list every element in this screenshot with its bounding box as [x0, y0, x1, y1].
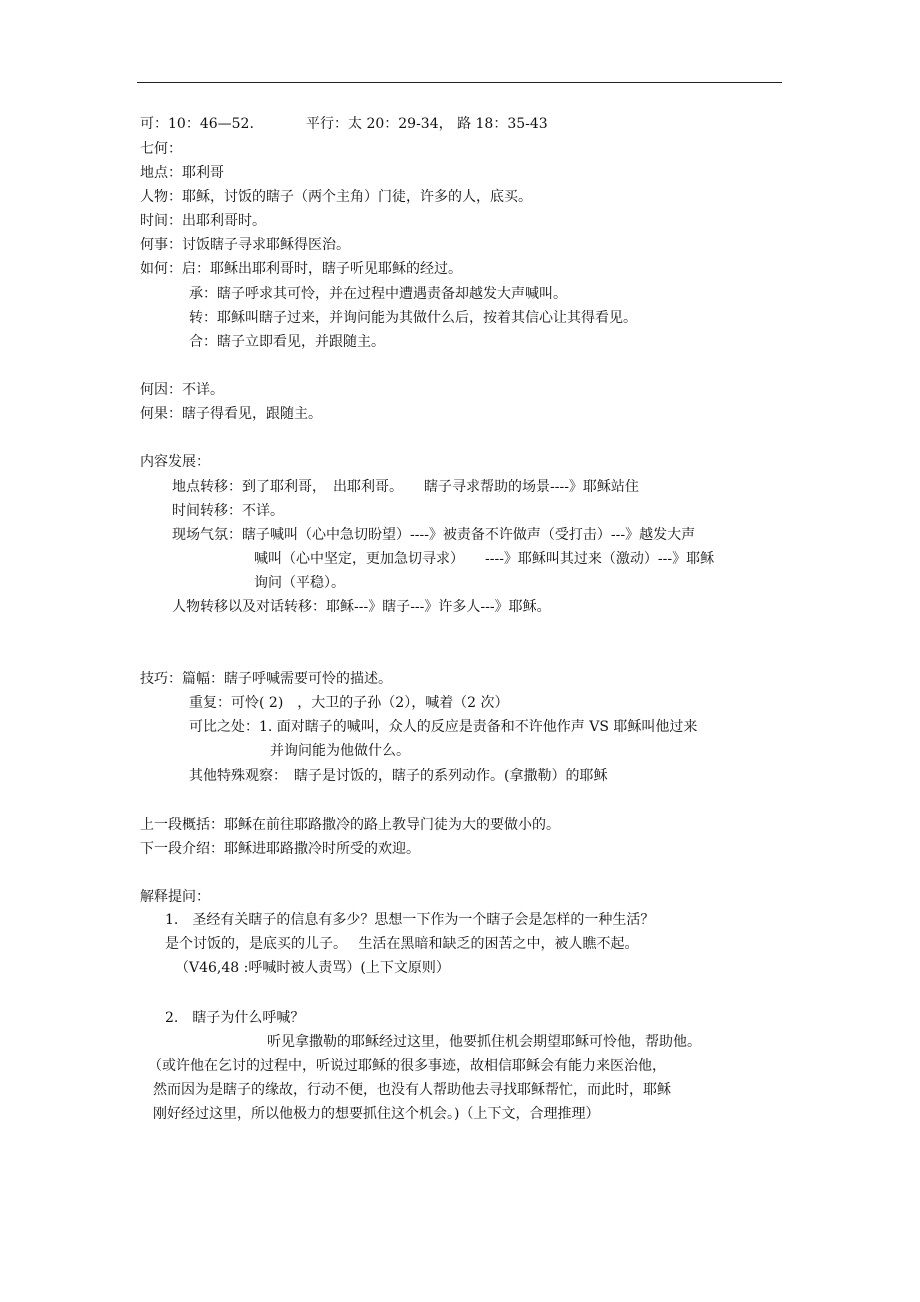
event-line: 何事：讨饭瞎子寻求耶稣得医治。 — [140, 237, 350, 253]
technique-length: 技巧：篇幅：瞎子呼喊需要可怜的描述。 — [140, 671, 392, 687]
questions-heading: 解释提问： — [140, 889, 210, 905]
atmosphere-line-2: 喊叫（心中坚定，更加急切寻求） ----》耶稣叫其过来（激动）---》耶稣 — [254, 551, 715, 567]
answer-2-line-3: 然而因为是瞎子的缘故，行动不便，也没有人帮助他去寻找耶稣帮忙，而此时，耶稣 — [153, 1082, 671, 1098]
previous-summary: 上一段概括：耶稣在前往耶路撒冷的路上教导门徒为大的要做小的。 — [140, 817, 560, 833]
technique-repetition: 重复：可怜( 2) ，大卫的子孙（2），喊着（2 次） — [189, 695, 509, 711]
question-2: 2. 瞎子为什么呼喊？ — [165, 1010, 305, 1026]
question-1: 1. 圣经有关瞎子的信息有多少？思想一下作为一个瞎子会是怎样的一种生活？ — [165, 912, 655, 928]
answer-1-line-2: （V46,48 :呼喊时被人责骂）(上下文原则） — [175, 960, 450, 976]
answer-2-line-1: 听见拿撒勒的耶稣经过这里，他要抓住机会期望耶稣可怜他，帮助他。 — [267, 1034, 701, 1050]
seven-what-heading: 七何： — [140, 141, 182, 157]
place-shift-line: 地点转移：到了耶利哥， 出耶利哥。 瞎子寻求帮助的场景----》耶稣站住 — [172, 479, 639, 495]
cause-line: 何因：不详。 — [140, 382, 224, 398]
people-shift-line: 人物转移以及对话转移：耶稣---》瞎子---》许多人---》耶稣。 — [172, 599, 551, 615]
time-line: 时间：出耶利哥时。 — [140, 213, 266, 229]
how-development: 承：瞎子呼求其可怜，并在过程中遭遇责备却越发大声喊叫。 — [189, 286, 567, 302]
scripture-reference: 可：10：46—52. — [140, 116, 254, 132]
answer-1-line-1: 是个讨饭的，是底买的儿子。 生活在黑暗和缺乏的困苦之中，被人瞧不起。 — [165, 936, 639, 952]
people-line: 人物：耶稣，讨饭的瞎子（两个主角）门徒，许多的人，底买。 — [140, 189, 532, 205]
answer-2-line-2: （或许他在乞讨的过程中，听说过耶稣的很多事迹，故相信耶稣会有能力来医治他， — [148, 1058, 666, 1074]
technique-comparison-2: 并询问能为他做什么。 — [270, 743, 410, 759]
how-conclusion: 合：瞎子立即看见，并跟随主。 — [189, 334, 385, 350]
technique-special: 其他特殊观察： 瞎子是讨饭的，瞎子的系列动作。(拿撒勒）的耶稣 — [189, 768, 608, 784]
place-line: 地点：耶利哥 — [140, 165, 224, 181]
how-turn: 转：耶稣叫瞎子过来，并询问能为其做什么后，按着其信心让其得看见。 — [189, 310, 637, 326]
result-line: 何果：瞎子得看见，跟随主。 — [140, 406, 322, 422]
time-shift-line: 时间转移：不详。 — [172, 503, 284, 519]
technique-comparison-1: 可比之处：1. 面对瞎子的喊叫，众人的反应是责备和不许他作声 VS 耶稣叫他过来 — [189, 719, 698, 735]
how-opening: 如何：启：耶稣出耶利哥时，瞎子听见耶稣的经过。 — [140, 261, 462, 277]
next-intro: 下一段介绍：耶稣进耶路撒冷时所受的欢迎。 — [140, 841, 420, 857]
atmosphere-line-1: 现场气氛：瞎子喊叫（心中急切盼望）----》被责备不许做声（受打击）---》越发大声 — [172, 527, 696, 543]
development-heading: 内容发展： — [140, 454, 210, 470]
parallel-passages: 平行：太 20：29-34， 路 18：35-43 — [306, 116, 548, 132]
header-rule — [137, 82, 782, 83]
atmosphere-line-3: 询问（平稳）。 — [254, 575, 345, 591]
answer-2-line-4: 刚好经过这里，所以他极力的想要抓住这个机会。)（上下文，合理推理） — [153, 1106, 600, 1122]
